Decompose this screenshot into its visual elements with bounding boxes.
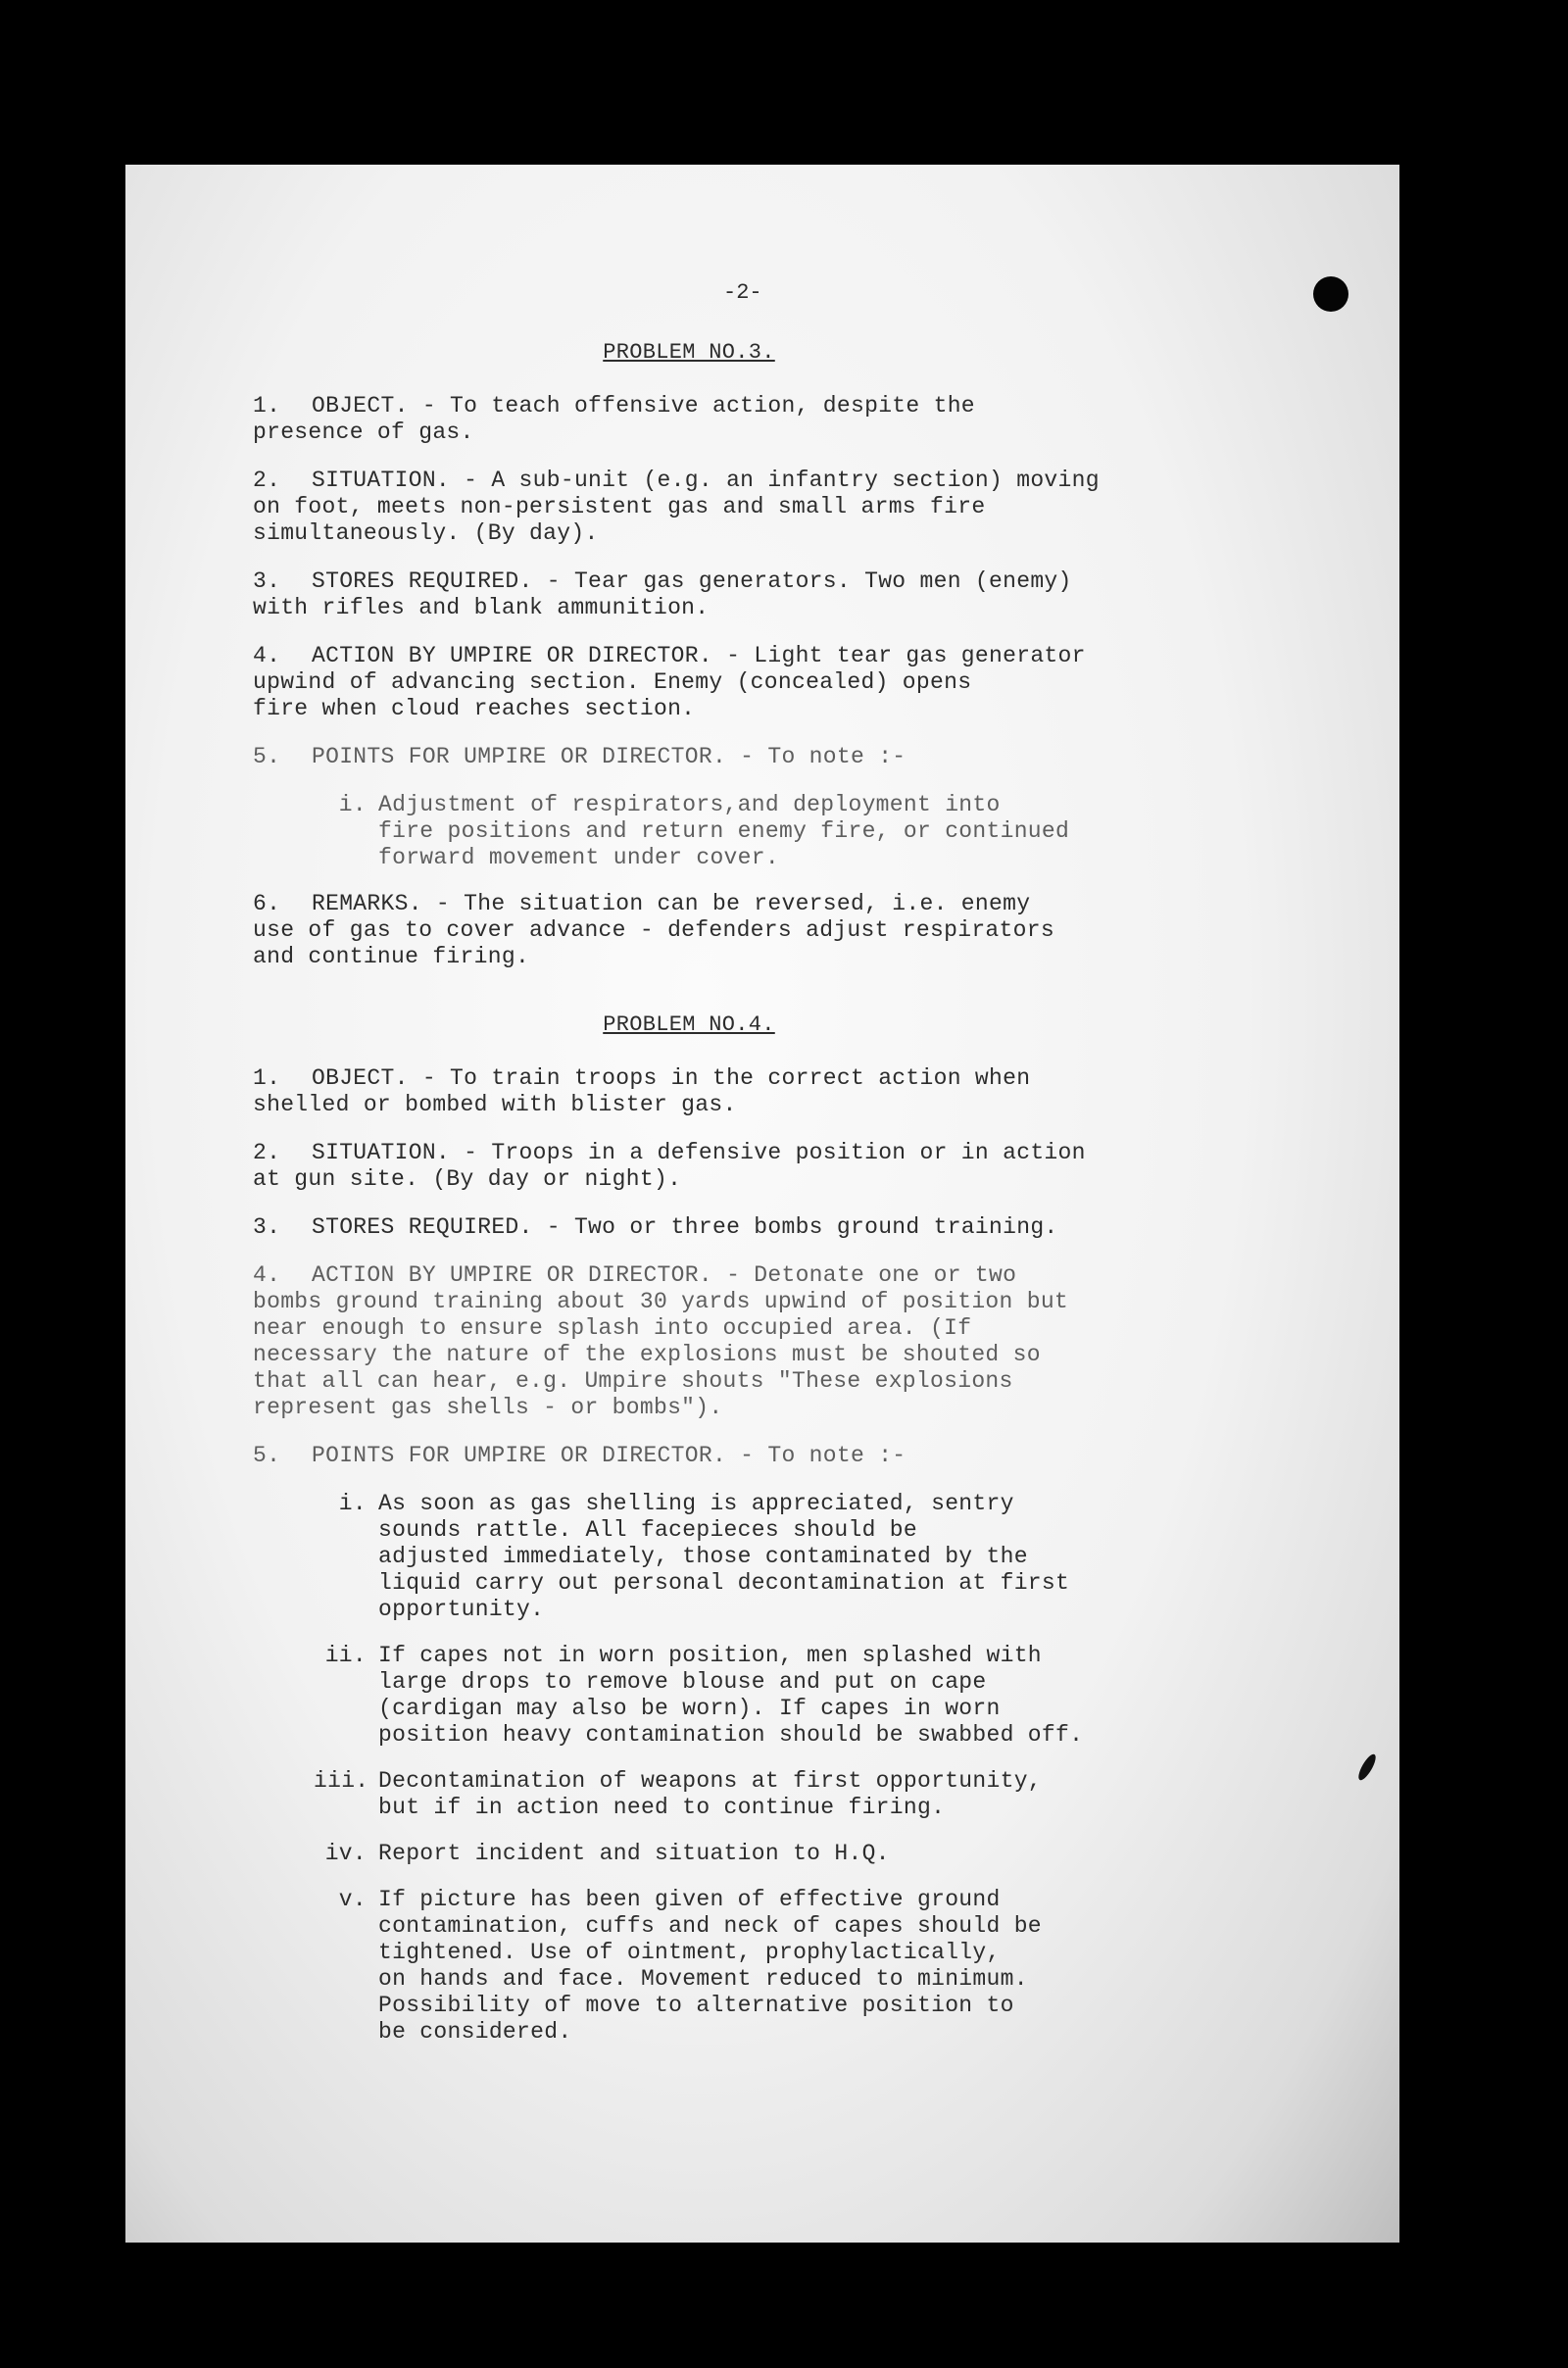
p4-point-iv (253, 1841, 1360, 1867)
paragraph-text: OBJECT. - To train troops in the correct action when shelled or bombed with blister gas. (253, 1065, 1031, 1117)
point-text: Adjustment of respirators,and deployment into fire positions and return enemy fire, or continued forward movement under cover. (378, 792, 1070, 870)
paragraph-number: 4. (253, 1262, 281, 1288)
paragraph-number: 2. (253, 468, 281, 493)
paragraph-text: SITUATION. - A sub-unit (e.g. an infantry section) moving on foot, meets non-persistent gas and small arms fire simultaneously. (By day). (253, 468, 1100, 546)
point-number: ii. (324, 1643, 367, 1668)
p3-action (253, 643, 1360, 722)
p3-object (253, 393, 1360, 446)
point-number: i. (338, 1491, 367, 1516)
p4-point-ii (253, 1643, 1360, 1749)
p4-stores (253, 1214, 1360, 1241)
punch-hole (1313, 276, 1348, 312)
p3-remarks (253, 891, 1360, 970)
p4-point-iii (253, 1768, 1360, 1821)
point-text: Report incident and situation to H.Q. (378, 1841, 890, 1866)
paragraph-number: 5. (253, 1443, 281, 1468)
paragraph-text: POINTS FOR UMPIRE OR DIRECTOR. - To note :- (312, 744, 906, 769)
paragraph-text: OBJECT. - To teach offensive action, despite the presence of gas. (253, 393, 975, 445)
paragraph-number: 5. (253, 744, 281, 769)
paragraph-text: STORES REQUIRED. - Two or three bombs ground training. (312, 1214, 1058, 1240)
paragraph-number: 1. (253, 393, 281, 419)
point-text: If picture has been given of effective ground contamination, cuffs and neck of capes should be tightened. Use of ointment, prophylactically, on hands and face. Movement reduced to minimum. Possibility of move to alternative position to be considered. (378, 1887, 1042, 2045)
point-number: v. (338, 1887, 367, 1912)
p4-point-v (253, 1887, 1360, 2046)
p4-point-i (253, 1491, 1360, 1623)
paragraph-number: 4. (253, 643, 281, 668)
paragraph-text: SITUATION. - Troops in a defensive position or in action at gun site. (By day or night). (253, 1140, 1086, 1192)
paragraph-text: STORES REQUIRED. - Tear gas generators. Two men (enemy) with rifles and blank ammunition. (253, 568, 1072, 620)
document-page (125, 165, 1399, 2243)
problem-4-heading: PROBLEM NO.4. (603, 1012, 775, 1037)
paragraph-number: 3. (253, 568, 281, 594)
paragraph-text: ACTION BY UMPIRE OR DIRECTOR. - Light tear gas generator upwind of advancing section. Enemy (concealed) opens fire when cloud reaches section. (253, 643, 1086, 721)
point-text: Decontamination of weapons at first opportunity, but if in action need to continue firing. (378, 1768, 1042, 1820)
paragraph-number: 2. (253, 1140, 281, 1165)
p4-points (253, 1443, 1360, 1469)
page-number: -2- (723, 280, 762, 305)
p3-stores (253, 568, 1360, 621)
paragraph-number: 6. (253, 891, 281, 916)
point-text: As soon as gas shelling is appreciated, sentry sounds rattle. All facepieces should be adjusted immediately, those contaminated by the liquid carry out personal decontamination at first opportunity. (378, 1491, 1070, 1622)
document-body (253, 339, 1360, 2065)
p3-points (253, 744, 1360, 770)
paragraph-number: 1. (253, 1065, 281, 1091)
point-text: If capes not in worn position, men splashed with large drops to remove blouse and put on cape (cardigan may also be worn). If capes in worn position heavy contamination should be swabbed off. (378, 1643, 1084, 1748)
paragraph-text: ACTION BY UMPIRE OR DIRECTOR. - Detonate one or two bombs ground training about 30 yards upwind of position but near enough to ensure splash into occupied area. (If necessary the nature of the explosions must be shouted so that all can hear, e.g. Umpire shouts "These explosions represent gas shells - or bombs"). (253, 1262, 1069, 1420)
paragraph-text: POINTS FOR UMPIRE OR DIRECTOR. - To note :- (312, 1443, 906, 1468)
point-number: iv. (324, 1841, 367, 1866)
p4-action (253, 1262, 1360, 1421)
paragraph-number: 3. (253, 1214, 281, 1240)
point-number: i. (338, 792, 367, 817)
point-number: iii. (314, 1768, 369, 1794)
p4-situation (253, 1140, 1360, 1193)
problem-3-heading: PROBLEM NO.3. (603, 340, 775, 365)
p3-situation (253, 468, 1360, 547)
paragraph-text: REMARKS. - The situation can be reversed, i.e. enemy use of gas to cover advance - defenders adjust respirators and continue firing. (253, 891, 1054, 969)
p3-point-i (253, 792, 1360, 871)
p4-object (253, 1065, 1360, 1118)
